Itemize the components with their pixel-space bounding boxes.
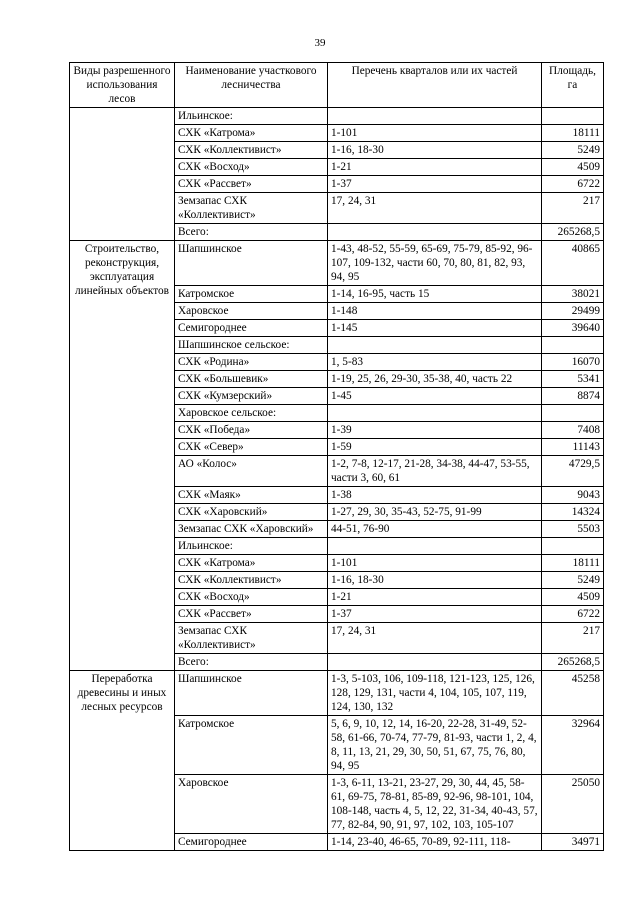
forestry-name-cell: Всего:	[175, 224, 328, 241]
area-cell: 40865	[542, 241, 604, 286]
area-cell: 4509	[542, 589, 604, 606]
area-cell: 25050	[542, 775, 604, 834]
forestry-name-cell: Катромское	[175, 716, 328, 775]
area-cell: 4509	[542, 159, 604, 176]
forestry-name-cell: Харовское сельское:	[175, 405, 328, 422]
area-cell: 32964	[542, 716, 604, 775]
quarters-cell	[328, 108, 542, 125]
area-cell: 39640	[542, 320, 604, 337]
quarters-cell	[328, 337, 542, 354]
area-cell: 217	[542, 193, 604, 224]
forestry-name-cell: Шапшинское сельское:	[175, 337, 328, 354]
area-cell: 5503	[542, 521, 604, 538]
forestry-name-cell: СХК «Победа»	[175, 422, 328, 439]
quarters-cell: 1-45	[328, 388, 542, 405]
table-row	[70, 671, 604, 716]
quarters-cell: 1-21	[328, 159, 542, 176]
area-cell: 5249	[542, 142, 604, 159]
forestry-name-cell: СХК «Родина»	[175, 354, 328, 371]
area-cell: 265268,5	[542, 654, 604, 671]
forestry-name-cell: СХК «Восход»	[175, 589, 328, 606]
forestry-name-cell: СХК «Катрома»	[175, 125, 328, 142]
area-cell: 14324	[542, 504, 604, 521]
quarters-cell: 1-101	[328, 555, 542, 572]
quarters-cell: 1-38	[328, 487, 542, 504]
quarters-cell: 1-37	[328, 176, 542, 193]
area-cell: 18111	[542, 125, 604, 142]
quarters-cell	[328, 538, 542, 555]
forestry-name-cell: Ильинское:	[175, 538, 328, 555]
quarters-cell: 1, 5-83	[328, 354, 542, 371]
quarters-cell: 1-16, 18-30	[328, 142, 542, 159]
area-cell: 217	[542, 623, 604, 654]
quarters-cell: 1-19, 25, 26, 29-30, 35-38, 40, часть 22	[328, 371, 542, 388]
table-header-row	[70, 63, 604, 108]
quarters-cell: 1-148	[328, 303, 542, 320]
area-cell: 6722	[542, 606, 604, 623]
forestry-name-cell: СХК «Рассвет»	[175, 176, 328, 193]
quarters-cell	[328, 224, 542, 241]
area-cell	[542, 108, 604, 125]
quarters-cell: 17, 24, 31	[328, 193, 542, 224]
forestry-name-cell: СХК «Маяк»	[175, 487, 328, 504]
quarters-cell: 1-101	[328, 125, 542, 142]
forestry-name-cell: СХК «Кумзерский»	[175, 388, 328, 405]
quarters-cell: 1-2, 7-8, 12-17, 21-28, 34-38, 44-47, 53-55, части 3, 60, 61	[328, 456, 542, 487]
table-row	[70, 241, 604, 286]
area-cell: 16070	[542, 354, 604, 371]
forestry-name-cell: Земзапас СХК «Харовский»	[175, 521, 328, 538]
area-cell	[542, 405, 604, 422]
area-cell: 38021	[542, 286, 604, 303]
quarters-cell: 17, 24, 31	[328, 623, 542, 654]
forestry-name-cell: Всего:	[175, 654, 328, 671]
area-cell: 8874	[542, 388, 604, 405]
forestry-name-cell: Шапшинское	[175, 241, 328, 286]
use-type-cell: Строительство, реконструкция, эксплуатация линейных объектов	[70, 241, 175, 671]
forestry-name-cell: СХК «Коллективист»	[175, 572, 328, 589]
forestry-name-cell: СХК «Катрома»	[175, 555, 328, 572]
header-quarters: Перечень кварталов или их частей	[328, 63, 542, 108]
table-body	[70, 108, 604, 851]
area-cell: 9043	[542, 487, 604, 504]
forestry-name-cell: Шапшинское	[175, 671, 328, 716]
forestry-name-cell: АО «Колос»	[175, 456, 328, 487]
area-cell: 45258	[542, 671, 604, 716]
quarters-cell: 44-51, 76-90	[328, 521, 542, 538]
forestry-name-cell: Ильинское:	[175, 108, 328, 125]
forestry-name-cell: СХК «Харовский»	[175, 504, 328, 521]
page-number: 39	[314, 37, 326, 49]
area-cell: 29499	[542, 303, 604, 320]
area-cell: 5341	[542, 371, 604, 388]
quarters-cell: 1-37	[328, 606, 542, 623]
quarters-cell	[328, 405, 542, 422]
forestry-name-cell: СХК «Восход»	[175, 159, 328, 176]
quarters-cell: 1-21	[328, 589, 542, 606]
forestry-name-cell: Земзапас СХК «Коллективист»	[175, 623, 328, 654]
forestry-name-cell: Семигороднее	[175, 834, 328, 851]
forestry-name-cell: Катромское	[175, 286, 328, 303]
quarters-cell: 1-59	[328, 439, 542, 456]
header-name: Наименование участкового лесничества	[175, 63, 328, 108]
quarters-cell: 1-14, 16-95, часть 15	[328, 286, 542, 303]
forestry-name-cell: СХК «Север»	[175, 439, 328, 456]
area-cell	[542, 337, 604, 354]
quarters-cell: 1-27, 29, 30, 35-43, 52-75, 91-99	[328, 504, 542, 521]
quarters-cell: 1-145	[328, 320, 542, 337]
table-row	[70, 108, 604, 125]
area-cell: 34971	[542, 834, 604, 851]
forestry-name-cell: Семигороднее	[175, 320, 328, 337]
forestry-name-cell: СХК «Рассвет»	[175, 606, 328, 623]
area-cell: 4729,5	[542, 456, 604, 487]
quarters-cell: 1-39	[328, 422, 542, 439]
area-cell: 11143	[542, 439, 604, 456]
area-cell: 5249	[542, 572, 604, 589]
area-cell: 6722	[542, 176, 604, 193]
quarters-cell	[328, 654, 542, 671]
forestry-name-cell: СХК «Коллективист»	[175, 142, 328, 159]
header-use: Виды разрешенного использования лесов	[70, 63, 175, 108]
quarters-cell: 1-14, 23-40, 46-65, 70-89, 92-111, 118-	[328, 834, 542, 851]
forest-use-table	[69, 62, 604, 851]
use-type-cell: Переработка древесины и иных лесных ресурсов	[70, 671, 175, 851]
quarters-cell: 1-43, 48-52, 55-59, 65-69, 75-79, 85-92, 96-107, 109-132, части 60, 70, 80, 81, 82, 93, 94, 95	[328, 241, 542, 286]
forestry-name-cell: СХК «Большевик»	[175, 371, 328, 388]
forestry-name-cell: Харовское	[175, 303, 328, 320]
forestry-name-cell: Харовское	[175, 775, 328, 834]
use-type-cell	[70, 108, 175, 241]
header-area: Площадь, га	[542, 63, 604, 108]
quarters-cell: 1-3, 6-11, 13-21, 23-27, 29, 30, 44, 45, 58-61, 69-75, 78-81, 85-89, 92-96, 98-101, 104, 108-148, часть 4, 5, 12, 22, 31-34, 40-43, 57, 77, 82-84, 90, 91, 97, 102, 103, 105-107	[328, 775, 542, 834]
area-cell: 7408	[542, 422, 604, 439]
quarters-cell: 1-3, 5-103, 106, 109-118, 121-123, 125, 126, 128, 129, 131, части 4, 104, 105, 107, 119, 124, 130, 132	[328, 671, 542, 716]
area-cell: 18111	[542, 555, 604, 572]
area-cell: 265268,5	[542, 224, 604, 241]
forestry-name-cell: Земзапас СХК «Коллективист»	[175, 193, 328, 224]
quarters-cell: 1-16, 18-30	[328, 572, 542, 589]
area-cell	[542, 538, 604, 555]
quarters-cell: 5, 6, 9, 10, 12, 14, 16-20, 22-28, 31-49, 52-58, 61-66, 70-74, 77-79, 81-93, части 1, 2, 4, 8, 11, 13, 21, 29, 30, 50, 51, 67, 75, 76, 80, 94, 95	[328, 716, 542, 775]
